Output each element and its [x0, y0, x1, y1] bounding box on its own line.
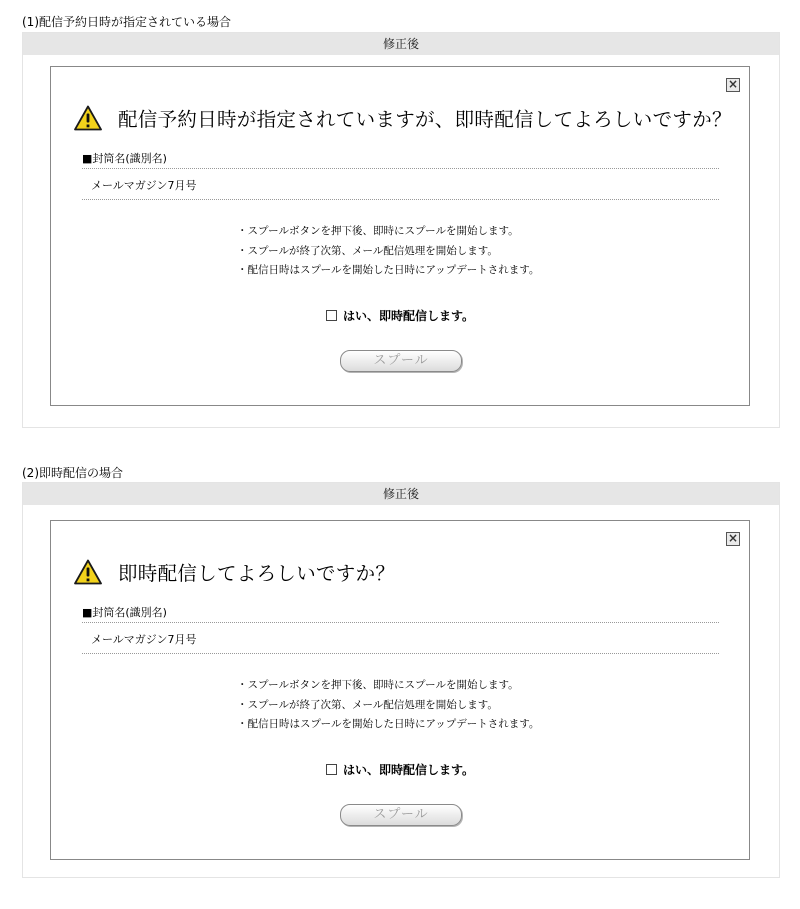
- section-2-title: (2)即時配信の場合: [22, 466, 123, 480]
- confirm-dialog-immediate: [50, 520, 750, 860]
- envelope-name-value: メールマガジン7月号: [82, 623, 719, 654]
- close-icon[interactable]: ×: [727, 531, 739, 545]
- section-1-title: (1)配信予約日時が指定されている場合: [22, 15, 231, 29]
- dialog-headline: [74, 103, 732, 133]
- note-item: ・スプールボタンを押下後、即時にスプールを開始します。: [237, 225, 519, 237]
- immediate-send-confirm: [51, 307, 749, 323]
- envelope-name-value: メールマガジン7月号: [82, 169, 719, 200]
- warning-icon: [74, 559, 102, 585]
- note-item: ・配信日時はスプールを開始した日時にアップデートされます。: [237, 264, 540, 276]
- envelope-name-label: ■封筒名(識別名): [82, 605, 719, 623]
- immediate-send-checkbox[interactable]: [326, 764, 337, 775]
- note-item: ・スプールが終了次第、メール配信処理を開始します。: [237, 244, 498, 257]
- immediate-send-label[interactable]: はい、即時配信します。: [342, 763, 475, 777]
- spool-button[interactable]: スプール: [340, 804, 462, 826]
- dialog-headline-text: 即時配信してよろしいですか？: [118, 562, 396, 585]
- immediate-send-checkbox[interactable]: [326, 310, 337, 321]
- note-item: ・スプールボタンを押下後、即時にスプールを開始します。: [237, 679, 519, 691]
- dialog-headline-text: 配信予約日時が指定されていますが、即時配信してよろしいですか？: [118, 108, 732, 131]
- section-2-panel-header: 修正後: [23, 483, 779, 505]
- spool-button[interactable]: スプール: [340, 350, 462, 372]
- notes-list: [237, 676, 539, 735]
- notes-list: [237, 222, 539, 281]
- immediate-send-confirm: [51, 761, 749, 777]
- dialog-headline: [74, 557, 395, 587]
- section-2-panel: [22, 482, 780, 878]
- section-1-panel-header: 修正後: [23, 33, 779, 55]
- immediate-send-label[interactable]: はい、即時配信します。: [342, 309, 475, 323]
- close-icon[interactable]: ×: [727, 77, 739, 91]
- note-item: ・配信日時はスプールを開始した日時にアップデートされます。: [237, 718, 540, 730]
- note-item: ・スプールが終了次第、メール配信処理を開始します。: [237, 698, 498, 711]
- warning-icon: [74, 105, 102, 131]
- envelope-name-label: ■封筒名(識別名): [82, 151, 719, 169]
- confirm-dialog-scheduled: [50, 66, 750, 406]
- section-1-panel: [22, 32, 780, 428]
